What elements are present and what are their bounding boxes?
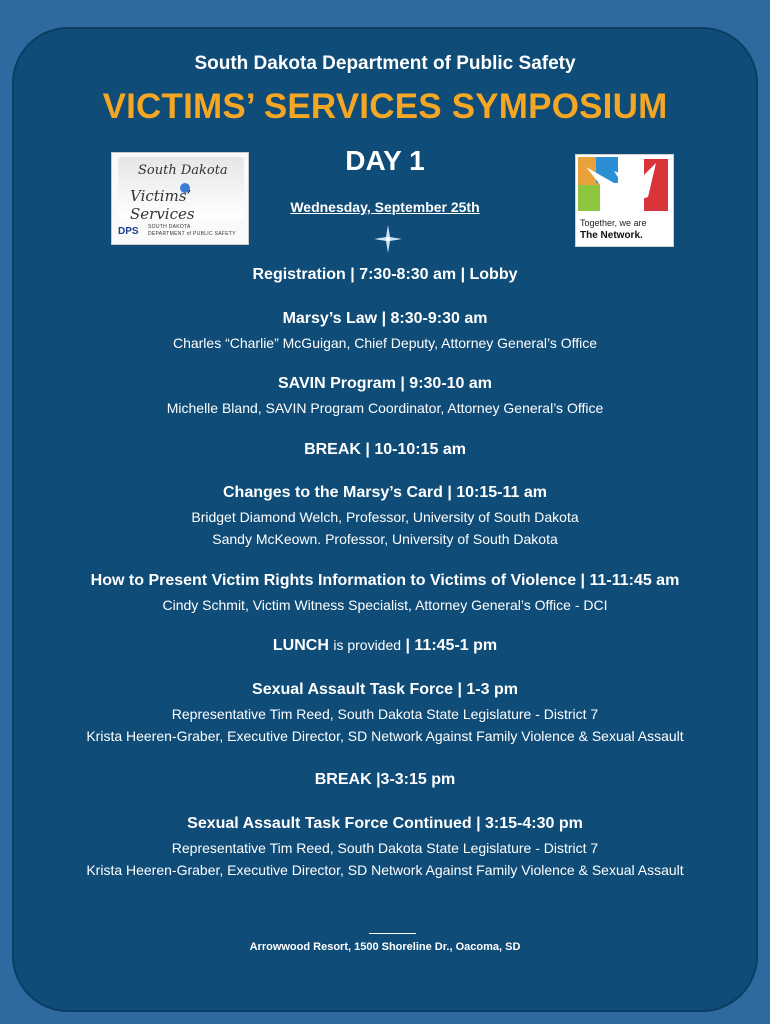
network-logo	[575, 154, 674, 247]
schedule-item-lunch	[14, 637, 756, 655]
dps-caption-line1: SOUTH DAKOTA	[148, 224, 191, 230]
dps-abbr: DPS	[118, 226, 139, 237]
schedule-item-registration: Registration | 7:30-8:30 am | Lobby	[252, 266, 518, 283]
schedule-item-break-1: BREAK | 10-10:15 am	[304, 441, 466, 458]
schedule-speaker: Sandy McKeown. Professor, University of South Dakota	[212, 531, 558, 547]
schedule-speaker: Representative Tim Reed, South Dakota State Legislature - District 7	[171, 706, 599, 722]
schedule-item-victim-rights: How to Present Victim Rights Information to Victims of Violence | 11-11:45 am	[90, 572, 680, 589]
schedule-speaker: Krista Heeren-Graber, Executive Director, SD Network Against Family Violence & Sexual Assault	[86, 862, 684, 878]
schedule-speaker: Cindy Schmit, Victim Witness Specialist, Attorney General’s Office - DCI	[162, 597, 608, 613]
venue-address: Arrowwood Resort, 1500 Shoreline Dr., Oacoma, SD	[249, 941, 521, 953]
sparkle-icon	[374, 225, 402, 253]
dps-caption	[148, 224, 236, 238]
logo-script-line2: Victims’ Services	[130, 187, 195, 223]
footer-divider	[369, 933, 416, 934]
network-tagline: Together, we are	[580, 218, 647, 228]
dps-caption-line2: DEPARTMENT of PUBLIC SAFETY	[148, 231, 236, 237]
network-name: The Network.	[580, 230, 643, 241]
schedule-item-task-force-continued: Sexual Assault Task Force Continued | 3:15-4:30 pm	[187, 815, 583, 832]
dove-graphic-icon	[578, 157, 671, 217]
logo-script-line1: South Dakota	[138, 163, 228, 178]
schedule-item-marsys-card: Changes to the Marsy’s Card | 10:15-11 am	[222, 484, 547, 501]
department-name: South Dakota Department of Public Safety	[194, 53, 576, 74]
schedule-item-marsys-law: Marsy’s Law | 8:30-9:30 am	[282, 310, 488, 327]
lunch-label: LUNCH	[272, 637, 329, 654]
lunch-time: | 11:45-1 pm	[405, 637, 498, 654]
schedule-speaker: Michelle Bland, SAVIN Program Coordinator, Attorney General’s Office	[166, 400, 604, 416]
schedule-item-savin: SAVIN Program | 9:30-10 am	[277, 375, 493, 392]
event-date: Wednesday, September 25th	[290, 199, 480, 215]
schedule-speaker: Charles “Charlie” McGuigan, Chief Deputy, Attorney General’s Office	[172, 335, 598, 351]
schedule-item-break-2: BREAK |3-3:15 pm	[314, 771, 456, 788]
schedule-speaker: Krista Heeren-Graber, Executive Director, SD Network Against Family Violence & Sexual Assault	[86, 728, 684, 744]
lunch-note: is provided	[333, 637, 402, 653]
schedule-speaker: Bridget Diamond Welch, Professor, University of South Dakota	[191, 509, 579, 525]
day-label: DAY 1	[345, 145, 425, 176]
victims-services-logo	[111, 152, 249, 245]
schedule-speaker: Representative Tim Reed, South Dakota State Legislature - District 7	[171, 840, 599, 856]
schedule-item-task-force: Sexual Assault Task Force | 1-3 pm	[252, 681, 518, 698]
event-title: VICTIMS’ SERVICES SYMPOSIUM	[102, 87, 668, 126]
flyer-card	[12, 27, 758, 1012]
